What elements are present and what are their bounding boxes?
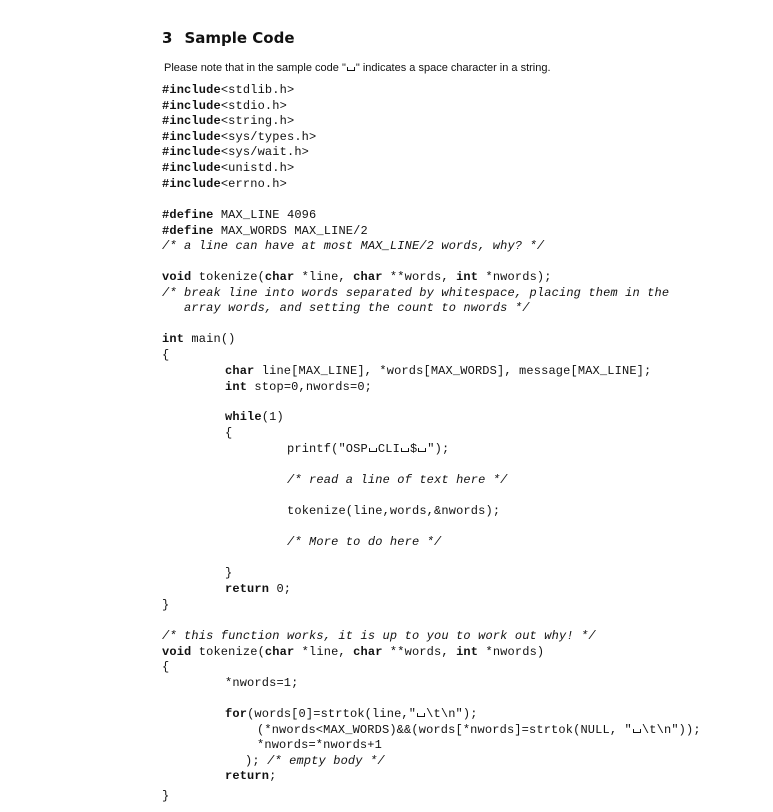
brace: } xyxy=(225,566,233,580)
printf-call: $ xyxy=(409,442,418,456)
tokenize-implementation-header xyxy=(162,629,596,676)
brace: } xyxy=(162,598,170,612)
space-symbol-icon xyxy=(401,448,409,452)
keyword: for xyxy=(225,707,248,721)
code-line xyxy=(162,114,316,130)
for-condition-text: \t\n")); xyxy=(641,723,701,737)
keyword: char xyxy=(353,644,383,659)
keyword: void xyxy=(162,644,192,659)
function-name: tokenize( xyxy=(191,644,265,659)
return-statement xyxy=(225,769,276,785)
keyword: int xyxy=(456,270,479,284)
keyword: int xyxy=(162,332,185,346)
parameter: *nwords); xyxy=(478,270,552,284)
code-line xyxy=(225,364,651,380)
function-name: main() xyxy=(184,332,236,346)
keyword: char xyxy=(264,270,295,284)
keyword: char xyxy=(353,270,383,284)
main-declarations xyxy=(225,364,651,395)
define-block xyxy=(162,208,544,255)
code-line xyxy=(162,177,316,193)
space-symbol-icon xyxy=(418,448,426,452)
code-line xyxy=(162,83,316,99)
keyword: return xyxy=(225,769,270,783)
for-condition-text: (*nwords<MAX_WORDS)&&(words[*nwords]=strtok(NULL, " xyxy=(257,723,632,737)
for-close-paren: ); xyxy=(245,754,268,768)
parameter: *line, xyxy=(294,644,354,659)
code-line xyxy=(162,99,316,115)
brace: { xyxy=(162,347,170,362)
include-file: <sys/wait.h> xyxy=(220,145,310,160)
for-increment: *nwords=*nwords+1 xyxy=(257,738,382,752)
printf-call: printf("OSP xyxy=(287,442,368,456)
keyword: #define xyxy=(162,223,214,238)
code-line xyxy=(225,582,291,598)
code-comment: /* a line can have at most MAX_LINE/2 words, why? */ xyxy=(162,239,545,254)
declaration: line[MAX_LINE], *words[MAX_WORDS], message[MAX_LINE]; xyxy=(254,364,652,378)
keyword: char xyxy=(225,364,255,378)
code-comment: /* empty body */ xyxy=(267,754,385,768)
keyword: #include xyxy=(162,114,221,129)
return-value: 0; xyxy=(269,581,292,596)
section-title: Sample Code xyxy=(184,29,295,47)
code-line xyxy=(162,645,596,661)
code-line xyxy=(162,208,544,224)
printf-call: "); xyxy=(427,442,450,456)
code-comment: /* this function works, it is up to you to work out why! */ xyxy=(162,629,596,643)
keyword: int xyxy=(456,644,479,659)
parameter: *nwords) xyxy=(478,644,545,659)
define-body: MAX_LINE 4096 xyxy=(213,208,317,222)
while-close xyxy=(225,566,291,597)
keyword: int xyxy=(225,379,248,394)
keyword: char xyxy=(264,644,295,659)
for-init: (words[0]=strtok(line," xyxy=(247,707,417,721)
code-line xyxy=(162,161,316,177)
keyword: #include xyxy=(162,176,221,191)
include-file: <unistd.h> xyxy=(220,160,295,175)
tokenize-prototype xyxy=(162,270,669,317)
brace: { xyxy=(225,425,233,440)
tokenize-call: tokenize(line,words,&nwords); xyxy=(287,504,501,518)
space-symbol-icon xyxy=(347,67,355,71)
brace: { xyxy=(162,660,170,675)
code-comment: /* More to do here */ xyxy=(287,535,442,549)
note-text-before: Please note that in the sample code " xyxy=(164,62,346,74)
keyword: #include xyxy=(162,145,221,160)
include-block xyxy=(162,83,316,192)
include-file: <errno.h> xyxy=(220,176,287,191)
code-line xyxy=(162,145,316,161)
brace: } xyxy=(162,789,170,803)
code-line xyxy=(162,130,316,146)
space-symbol-icon xyxy=(633,729,641,733)
code-line xyxy=(162,224,544,240)
parameter: *line, xyxy=(294,270,354,284)
code-line xyxy=(225,380,651,396)
keyword: return xyxy=(225,581,270,596)
keyword: #include xyxy=(162,160,221,175)
space-symbol-icon xyxy=(369,448,377,452)
function-name: tokenize( xyxy=(191,270,265,284)
code-comment: array words, and setting the count to nwords */ xyxy=(162,301,530,316)
code-comment: /* break line into words separated by whitespace, placing them in the xyxy=(162,285,670,300)
keyword: while xyxy=(225,410,262,424)
code-line xyxy=(162,332,236,348)
include-file: <string.h> xyxy=(220,114,295,129)
code-comment: /* read a line of text here */ xyxy=(287,473,508,487)
space-symbol-icon xyxy=(417,713,425,717)
include-file: <sys/types.h> xyxy=(220,129,317,144)
keyword: #include xyxy=(162,83,221,97)
while-header xyxy=(225,410,284,441)
for-close xyxy=(245,754,385,770)
keyword: #include xyxy=(162,98,221,113)
keyword: #include xyxy=(162,129,221,144)
printf-call: CLI xyxy=(377,442,400,456)
return-value: ; xyxy=(269,769,277,783)
note-text-after: " indicates a space character in a string. xyxy=(355,62,551,74)
code-line xyxy=(162,270,669,286)
init-statement: *nwords=1; xyxy=(225,676,299,690)
keyword: #define xyxy=(162,208,214,222)
for-init: \t\n"); xyxy=(426,707,478,721)
include-file: <stdlib.h> xyxy=(220,83,295,97)
for-header xyxy=(225,707,478,723)
keyword: void xyxy=(162,270,192,284)
section-heading xyxy=(162,28,295,48)
for-condition xyxy=(257,723,701,739)
parameter: **words, xyxy=(382,270,457,284)
parameter: **words, xyxy=(382,644,457,659)
main-signature xyxy=(162,332,236,363)
space-note xyxy=(164,61,551,75)
define-body: MAX_WORDS MAX_LINE/2 xyxy=(213,223,368,238)
printf-line xyxy=(287,442,449,458)
include-file: <stdio.h> xyxy=(220,98,287,113)
while-condition: (1) xyxy=(261,410,284,424)
declaration: stop=0,nwords=0; xyxy=(247,379,373,394)
section-number: 3 xyxy=(162,29,173,47)
code-line xyxy=(225,410,284,426)
